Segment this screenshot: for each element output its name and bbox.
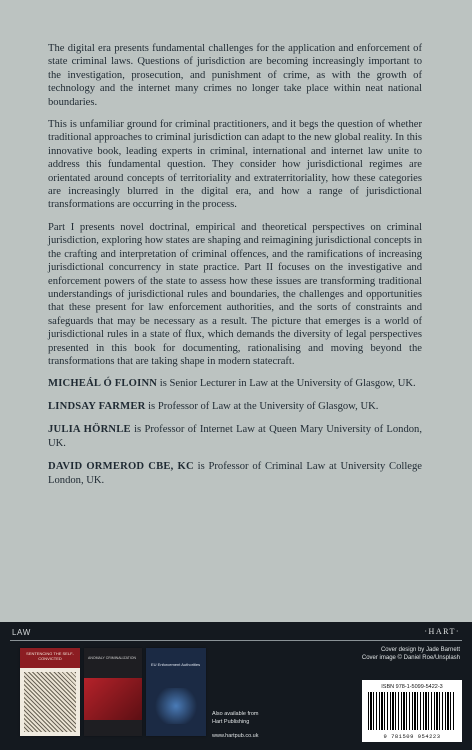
editor-description: is Professor of Internet Law at Queen Mary University of London, UK. bbox=[48, 424, 422, 450]
editor-bio-1 bbox=[48, 377, 422, 391]
blurb-paragraph-2: This is unfamiliar ground for criminal practitioners, and it begs the question of whether traditional approaches to criminal jurisdiction can adapt to the new global reality. In this innovative book, leading experts in criminal, international and internet law unite to address this fundamental question. They consider how jurisdictional regimes are orientated around concepts of territoriality and extraterritoriality, how these categories are increasingly blurred in the digital era, and how a range of jurisdictional transformations are occurring in the process. bbox=[48, 119, 422, 211]
publisher-website[interactable]: www.hartpub.co.uk bbox=[212, 733, 259, 739]
editor-description: is Professor of Criminal Law at University College London, UK. bbox=[48, 461, 422, 487]
editor-description: is Senior Lecturer in Law at the University of Glasgow, UK. bbox=[157, 378, 416, 390]
editor-name: LINDSAY FARMER bbox=[48, 401, 146, 413]
editor-name: MICHEÁL Ó FLOINN bbox=[48, 378, 158, 390]
editor-bio-2 bbox=[48, 400, 422, 414]
publisher-logo: ·HART· bbox=[424, 627, 460, 636]
book-title: ANOMALY CRIMINALIZATION bbox=[88, 656, 137, 660]
book-title: EU Enforcement Authorities bbox=[151, 662, 201, 667]
editor-name: JULIA HÖRNLE bbox=[48, 424, 131, 436]
related-book-cover-3[interactable] bbox=[146, 648, 206, 736]
book-cover-art bbox=[84, 678, 142, 720]
also-available-line-2: Hart Publishing bbox=[212, 719, 250, 725]
blurb-paragraph-1: The digital era presents fundamental challenges for the application and enforcement of state criminal laws. Questions of jurisdiction are becoming increasingly important to the investigation, prosecution, and punishment of crime, as with the growth of technology and the internet many crimes no longer take place within neat national boundaries. bbox=[48, 43, 422, 108]
also-available-note bbox=[212, 710, 258, 726]
book-title-band bbox=[20, 648, 80, 668]
cover-credits bbox=[362, 646, 460, 662]
cover-image-credit: Cover image © Daniel Roe/Unsplash bbox=[361, 655, 460, 661]
editor-description: is Professor of Law at the University of Glasgow, UK. bbox=[145, 401, 379, 413]
editor-bio-4 bbox=[48, 460, 422, 488]
series-label: LAW bbox=[12, 628, 31, 637]
blurb-paragraph-3: Part I presents novel doctrinal, empirical and theoretical perspectives on criminal jurisdiction, exploring how states are shaping and reimagining jurisdictional concepts in the crafting and interpretation of criminal offences, and the ramifications of increasing jurisdictional concurrency in state practice. Part II focuses on the investigative and enforcement powers of the state to assess how these issues are transforming traditional understandings of jurisdictional rules and boundaries, the challenges and opportunities that these present for law enforcement authorities, and the sorts of constraints and safeguards that may be necessary as a result. The picture that emerges is a world of jurisdictional rules in a state of flux, which demands the diversity of legal perspectives presented in this book for documenting, rationalising and moving beyond the transformations that are taking shape in modern statecraft. bbox=[48, 221, 422, 367]
editor-bio-3 bbox=[48, 423, 422, 451]
barcode-bars bbox=[368, 692, 456, 730]
book-engraving-image bbox=[24, 672, 76, 732]
related-book-cover-1[interactable] bbox=[20, 648, 80, 736]
editor-name: DAVID ORMEROD CBE, KC bbox=[48, 461, 194, 473]
book-title: SENTENCING THE SELF-CONVICTED bbox=[26, 651, 74, 661]
also-available-line-1: Also available from bbox=[212, 711, 259, 717]
barcode-digits: 9 781509 954223 bbox=[383, 733, 441, 740]
related-book-cover-2[interactable] bbox=[84, 648, 142, 736]
isbn-label: ISBN 978-1-5099-5422-3 bbox=[381, 684, 443, 690]
cover-design-credit: Cover design by Jade Barnett bbox=[380, 647, 460, 653]
footer-divider bbox=[10, 640, 462, 641]
cover-footer bbox=[0, 622, 472, 750]
barcode bbox=[362, 680, 462, 742]
back-cover-text bbox=[48, 42, 422, 497]
book-cover-art bbox=[152, 688, 200, 724]
